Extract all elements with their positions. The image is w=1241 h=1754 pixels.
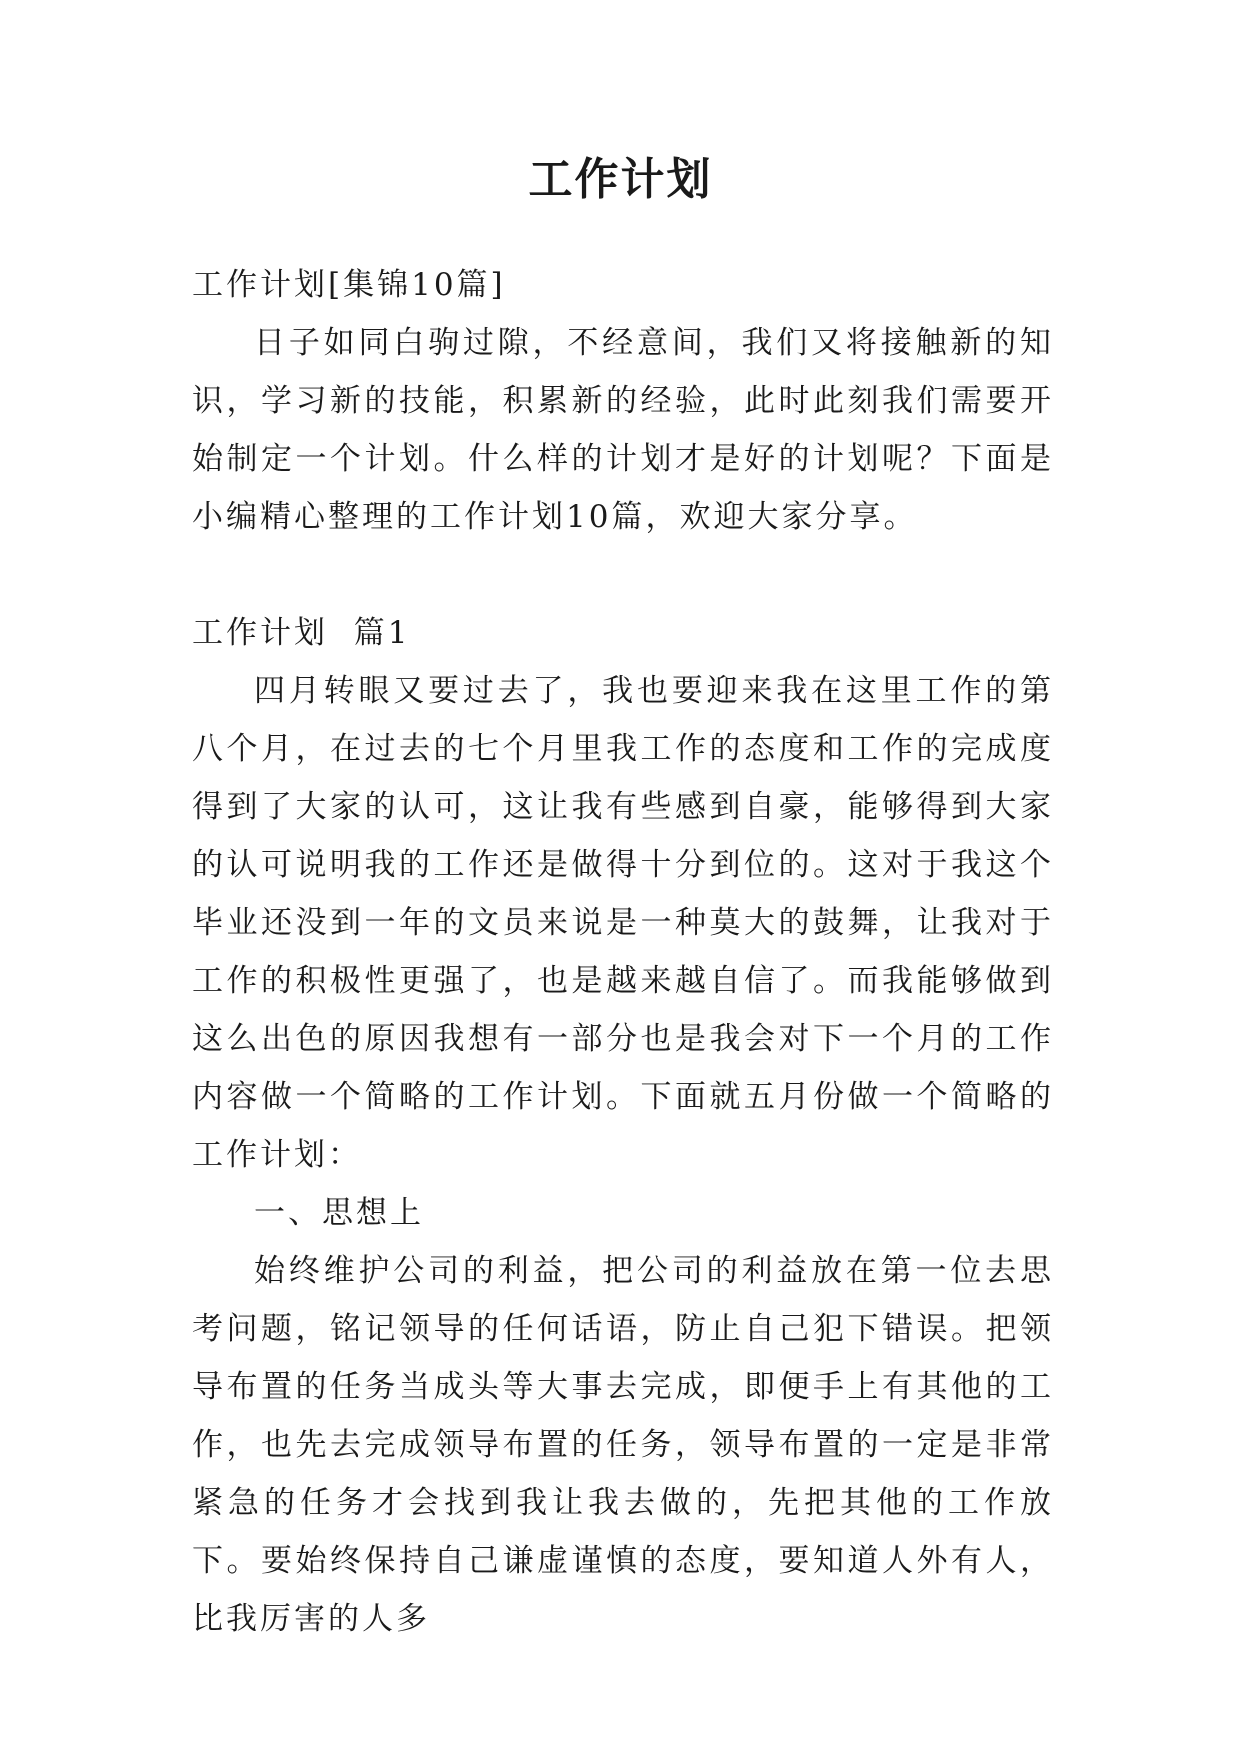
section-paragraph: 四月转眼又要过去了，我也要迎来我在这里工作的第八个月，在过去的七个月里我工作的态度和工作的完成度得到了大家的认可，这让我有些感到自豪，能够得到大家的认可说明我的工作还是做得十分到位的。这对于我这个毕业还没到一年的文员来说是一种莫大的鼓舞，让我对于工作的积极性更强了，也是越来越自信了。而我能够做到这么出色的原因我想有一部分也是我会对下一个月的工作内容做一个简略的工作计划。下面就五月份做一个简略的工作计划： [192,673,1054,1173]
document-body [192,256,1054,1648]
section-spacer [192,546,1054,604]
section-paragraph: 始终维护公司的利益，把公司的利益放在第一位去思考问题，铭记领导的任何话语，防止自己犯下错误。把领导布置的任务当成头等大事去完成，即便手上有其他的工作，也先去完成领导布置的任务，领导布置的一定是非常紧急的任务才会找到我让我去做的，先把其他的工作放下。要始终保持自己谦虚谨慎的态度，要知道人外有人，比我厉害的人多 [192,1253,1054,1637]
document-title: 工作计划 [528,154,713,205]
section-subheading: 一、思想上 [254,1195,424,1231]
intro-paragraph: 日子如同白驹过隙，不经意间，我们又将接触新的知识，学习新的技能，积累新的经验，此时此刻我们需要开始制定一个计划。什么样的计划才是好的计划呢？下面是小编精心整理的工作计划10篇，欢迎大家分享。 [192,325,1054,535]
section-heading: 工作计划 篇1 [192,615,411,651]
document-subtitle: 工作计划[集锦10篇] [192,267,506,303]
